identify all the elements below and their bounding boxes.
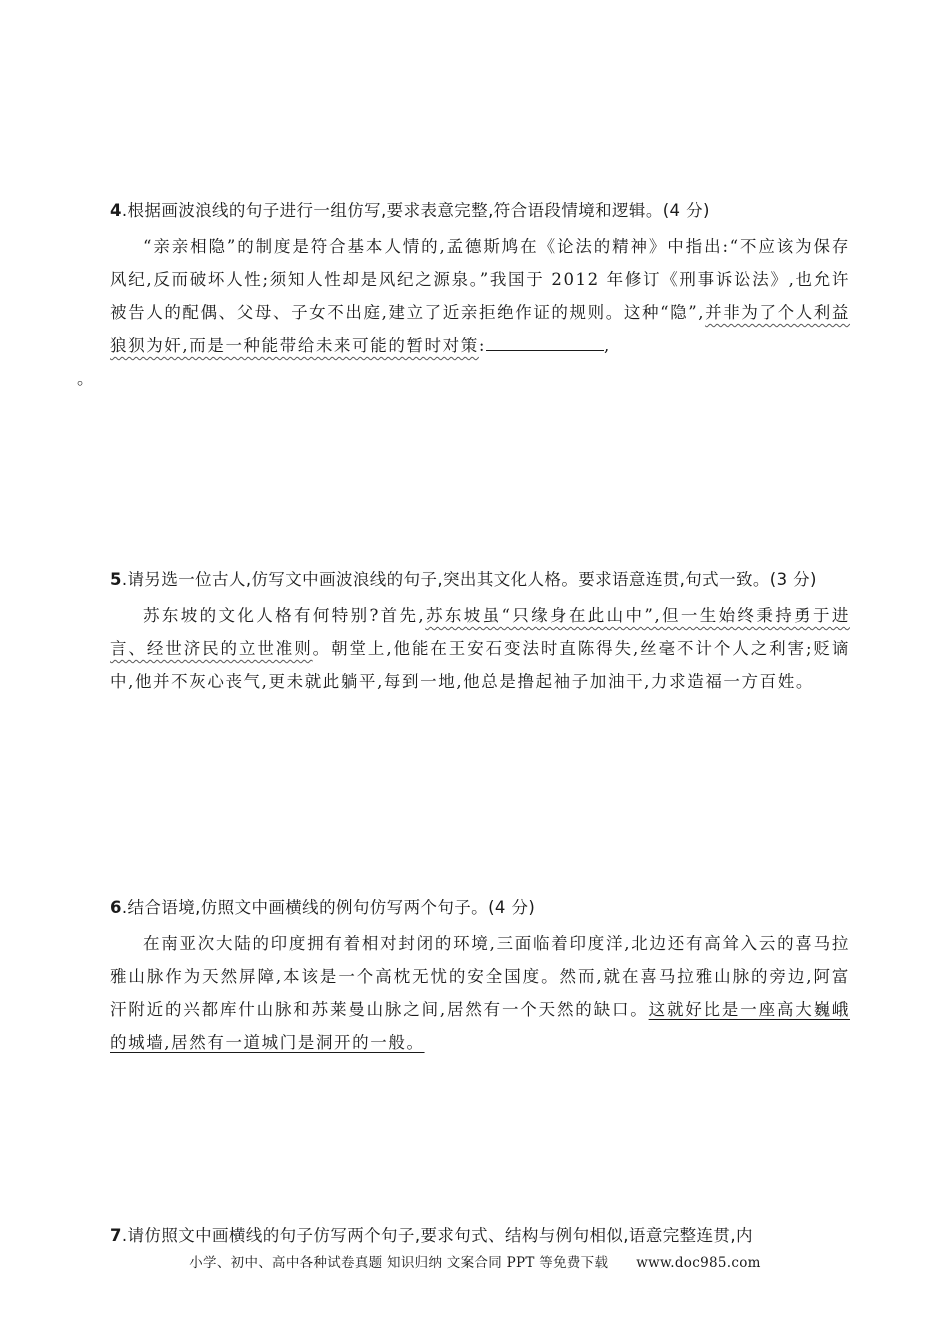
question-number: 5 (110, 570, 122, 589)
passage-text: , (604, 336, 611, 355)
wavy-underlined-sentence: 并非为了个人利益狼狈为奸,而是一种能带给未来可能的暂时对策 (110, 303, 850, 355)
passage-text: 。 (77, 369, 96, 388)
footer-text: 小学、初中、高中各种试卷真题 知识归纳 文案合同 PPT 等免费下载 (189, 1255, 609, 1271)
question-7 (110, 1223, 850, 1249)
question-4-stem (110, 198, 850, 224)
passage-text: 在南亚次大陆的印度拥有着相对封闭的环境,三面临着印度洋,北边还有高耸入云的喜马拉雅山脉作为天然屏障,本该是一个高枕无忧的安全国度。然而,就在喜马拉雅山脉的旁边,阿富汗附近的兴都库什山脉和苏莱曼山脉之间,居然有一个天然的缺口。 (110, 934, 850, 1019)
underlined-example-sentence: 这就好比是一座高大巍峨的城墙,居然有一道城门是洞开的一般。 (110, 1000, 850, 1052)
question-text: .请另选一位古人,仿写文中画波浪线的句子,突出其文化人格。要求语意连贯,句式一致。(3 分) (121, 570, 817, 589)
passage-text: “亲亲相隐”的制度是符合基本人情的,孟德斯鸠在《论法的精神》中指出:“不应该为保存风纪,反而破坏人性;须知人性却是风纪之源泉。”我国于 2012 年修订《刑事诉讼法》,也允许被告人的配偶、父母、子女不出庭,建立了近亲拒绝作证的规则。这种“隐”, (110, 237, 850, 322)
wavy-underlined-sentence: 苏东坡虽“只缘身在此山中”,但一生始终秉持勇于进言、经世济民的立世准则 (110, 606, 850, 658)
answer-blank[interactable] (486, 332, 604, 351)
page-footer (0, 1251, 950, 1271)
passage-text: 。朝堂上,他能在王安石变法时直陈得失,丝毫不计个人之利害;贬谪中,他并不灰心丧气,更未就此躺平,每到一地,他总是撸起袖子加油干,力求造福一方百姓。 (110, 639, 850, 691)
passage-text: : (478, 336, 487, 355)
passage-text: 苏东坡的文化人格有何特别?首先, (143, 606, 426, 625)
question-5-passage (110, 599, 850, 698)
question-5 (110, 567, 850, 698)
question-6-passage (110, 927, 850, 1059)
footer-url[interactable]: www.doc985.com (636, 1255, 761, 1271)
question-text: .根据画波浪线的句子进行一组仿写,要求表意完整,符合语段情境和逻辑。(4 分) (121, 201, 710, 220)
question-6-stem (110, 895, 850, 921)
question-6 (110, 895, 850, 1059)
question-text: .结合语境,仿照文中画横线的例句仿写两个句子。(4 分) (121, 898, 536, 917)
question-number: 6 (110, 898, 122, 917)
question-7-stem (110, 1223, 850, 1249)
question-4-passage (77, 230, 850, 395)
question-number: 7 (110, 1226, 122, 1245)
question-4 (77, 198, 850, 395)
question-5-stem (110, 567, 850, 593)
question-number: 4 (110, 201, 122, 220)
question-text: .请仿照文中画横线的句子仿写两个句子,要求句式、结构与例句相似,语意完整连贯,内 (121, 1226, 753, 1245)
